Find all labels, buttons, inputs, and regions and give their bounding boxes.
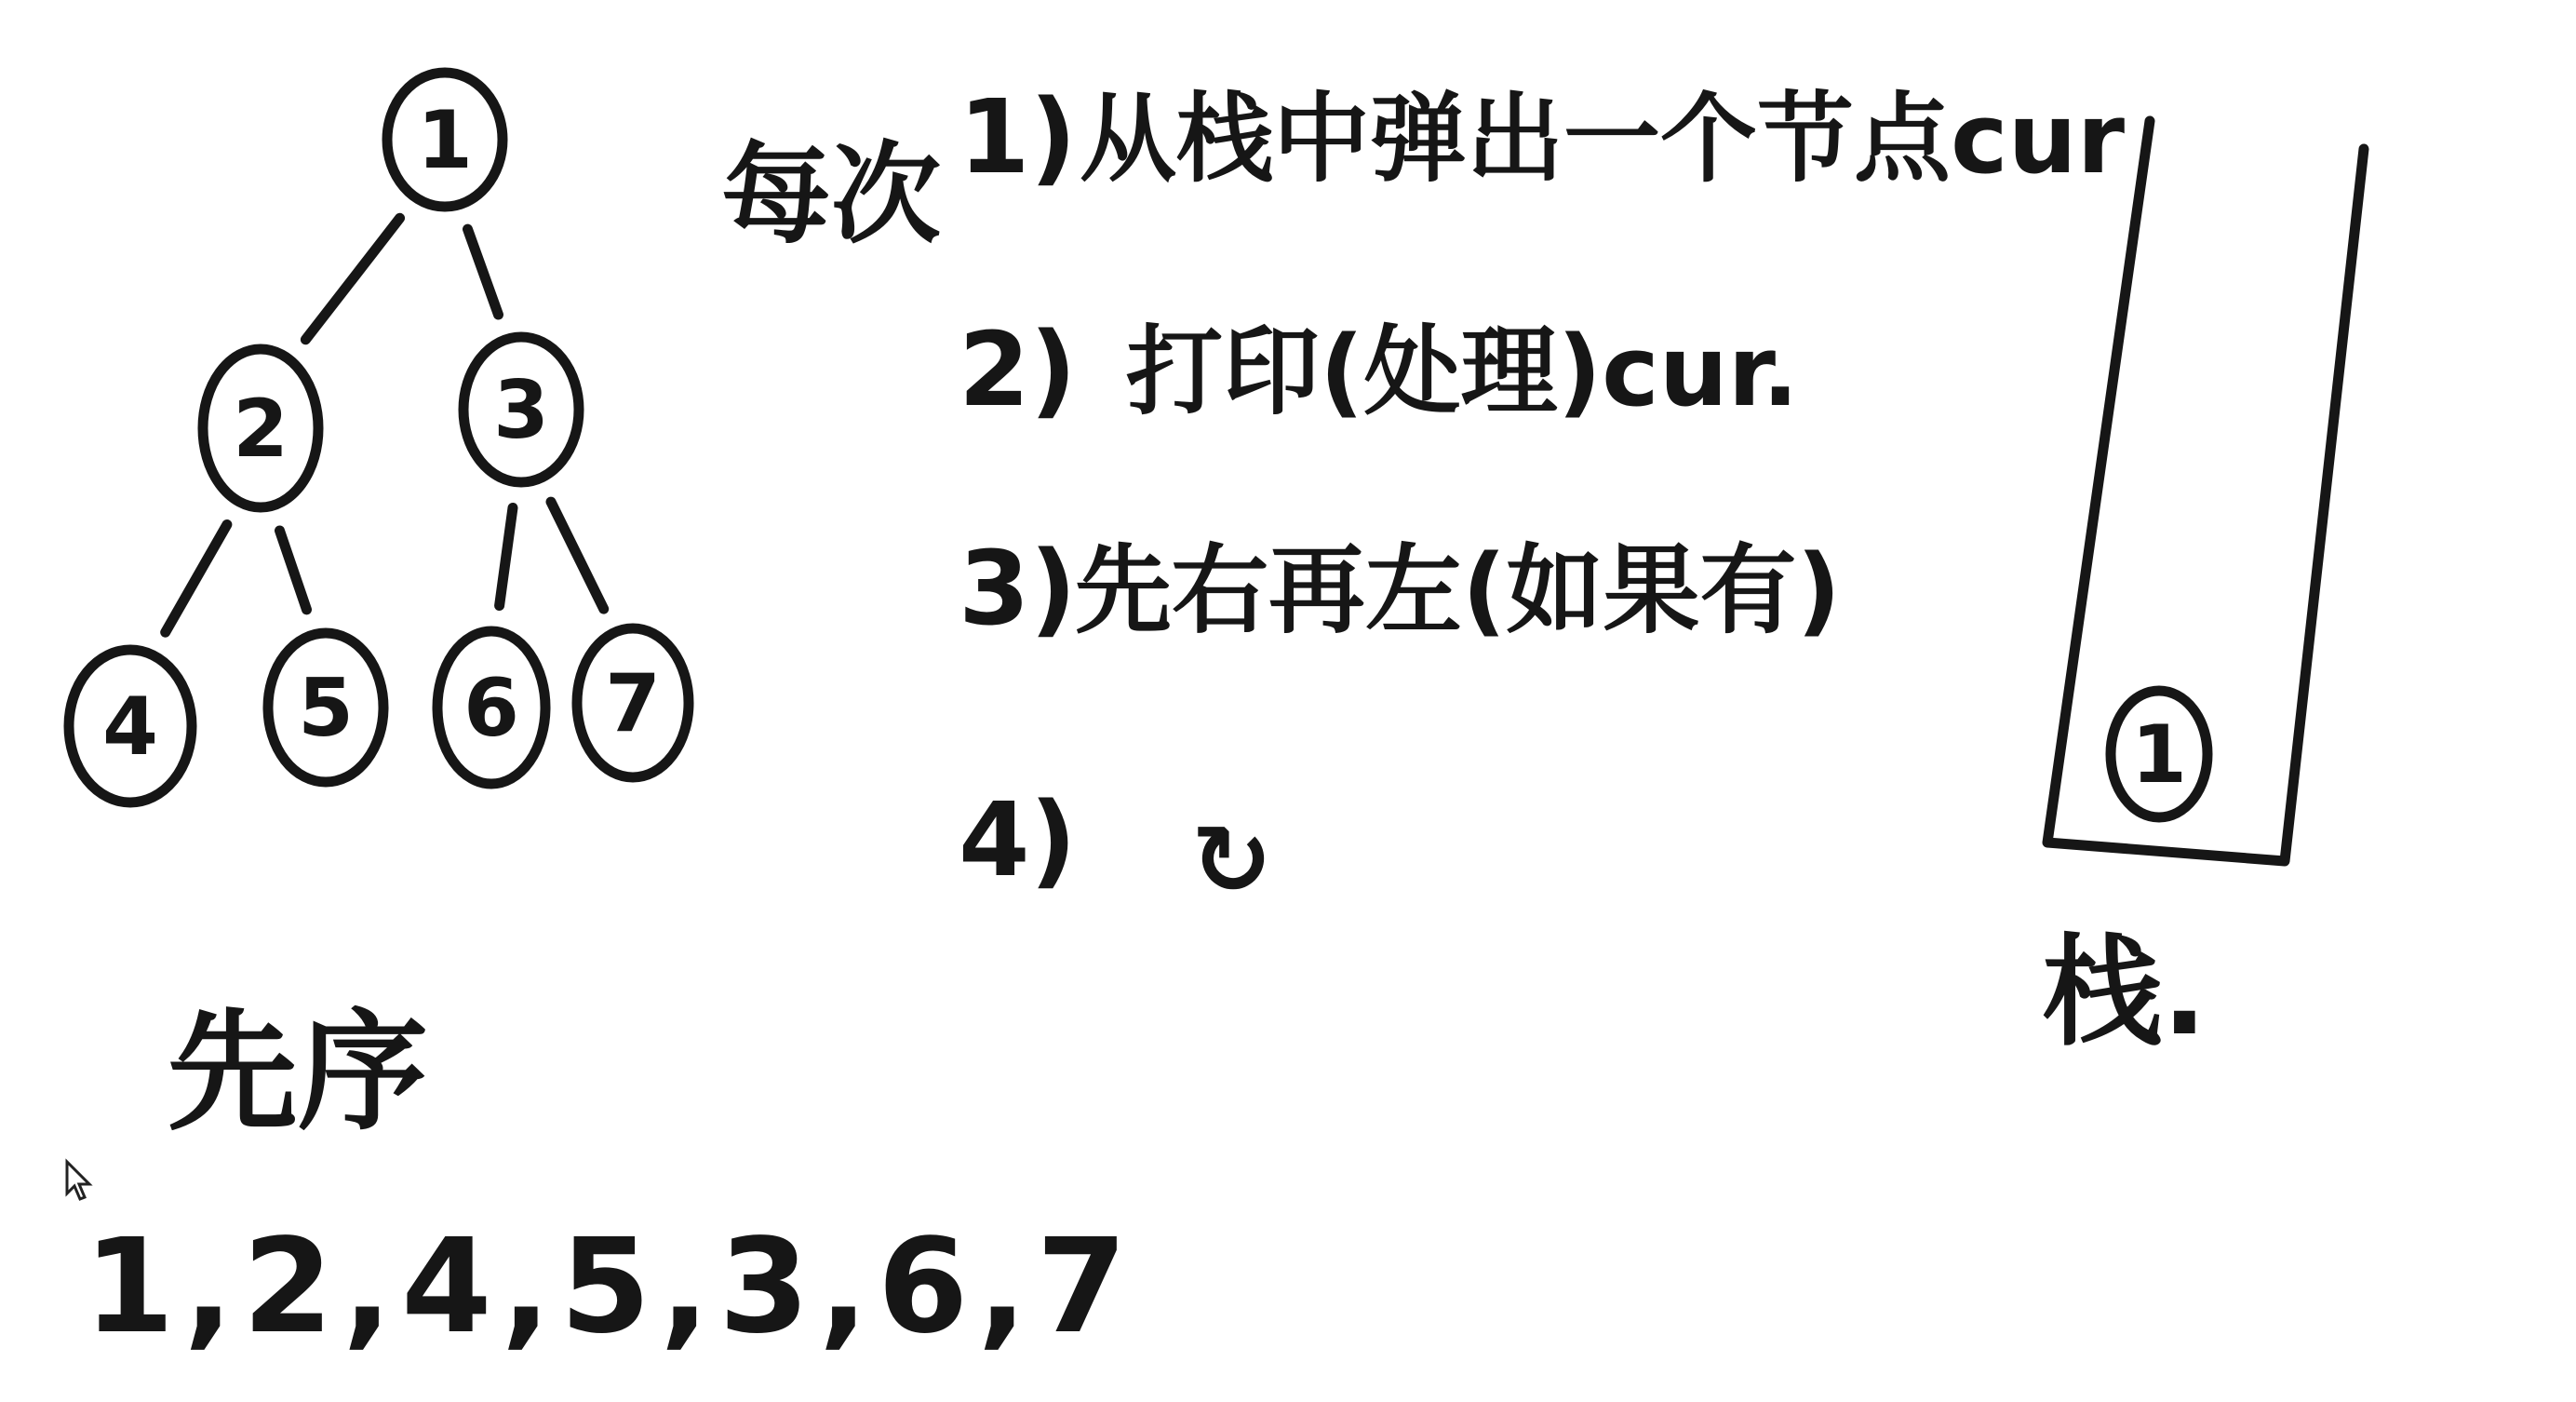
stack <box>2043 121 2364 1062</box>
tree-node-label: 3 <box>493 364 549 457</box>
tree-edge <box>166 525 227 633</box>
traversal-sequence: 1,2,4,5,3,6,7 <box>84 1211 1136 1363</box>
step-3 <box>959 529 1841 648</box>
steps <box>721 77 2125 917</box>
step-number: 3) <box>959 529 1077 648</box>
step-number: 1) <box>959 77 1077 196</box>
tree-node-label: 7 <box>605 657 661 750</box>
mouse-cursor-icon <box>67 1162 89 1199</box>
step-text: 从栈中弹出一个节点cur <box>1080 82 2125 195</box>
loop-icon: ↻ <box>1191 803 1273 917</box>
tree-edge <box>500 508 513 606</box>
step-1 <box>959 77 2125 196</box>
tree-node-label: 2 <box>233 383 288 476</box>
step-number: 4) <box>959 780 1077 899</box>
step-4 <box>959 780 1272 917</box>
steps-prefix: 每次 <box>721 130 942 259</box>
tree-node-label: 1 <box>417 94 473 187</box>
tree-node-1 <box>387 73 503 207</box>
tree-node-6 <box>437 631 545 784</box>
tree-edge <box>551 502 604 609</box>
step-text: 先右再左(如果有) <box>1075 533 1842 647</box>
step-text: 打印(处理)cur. <box>1126 315 1799 428</box>
stack-item <box>2111 691 2207 817</box>
tree-node-4 <box>69 650 192 802</box>
traversal-label: 先序 <box>168 997 429 1149</box>
tree-node-label: 6 <box>463 662 519 755</box>
tree-edge <box>280 531 307 610</box>
tree-edge <box>468 229 499 315</box>
tree-node-label: 5 <box>298 662 354 755</box>
tree-node-3 <box>463 337 579 482</box>
binary-tree <box>69 73 689 802</box>
step-2 <box>959 310 1799 429</box>
stack-label: 栈. <box>2043 923 2207 1062</box>
tree-node-5 <box>268 633 383 782</box>
tree-node-2 <box>203 349 318 507</box>
tree-node-label: 4 <box>102 681 158 774</box>
stack-item-label: 1 <box>2131 708 2187 802</box>
step-number: 2) <box>959 310 1077 429</box>
tree-node-7 <box>577 628 689 777</box>
tree-edge <box>305 218 399 339</box>
